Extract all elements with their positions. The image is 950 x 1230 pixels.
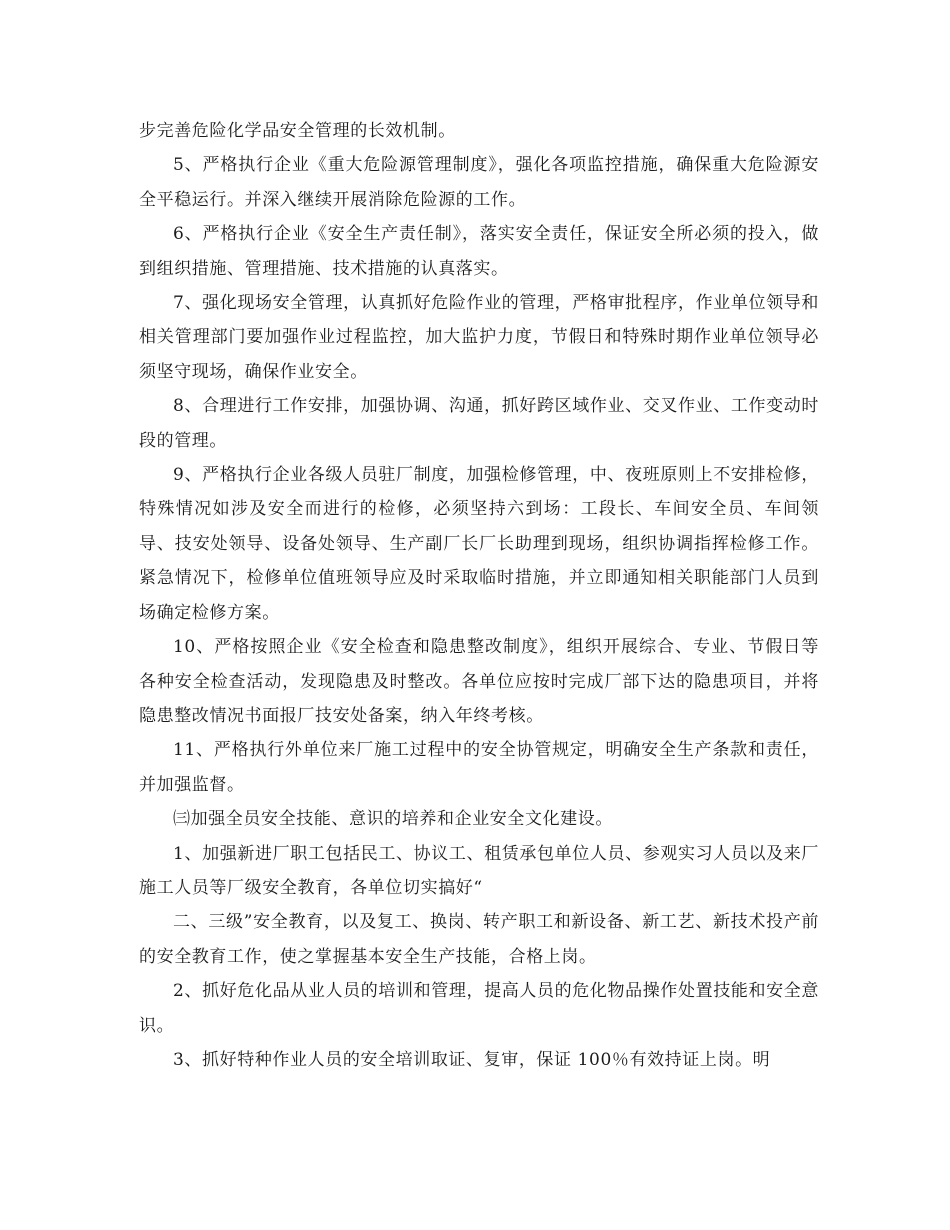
paragraph-training-2: 2、抓好危化品从业人员的培训和管理，提高人员的危化物品操作处置技能和安全意识。 — [139, 981, 819, 1036]
paragraph-item-10: 10、严格按照企业《安全检查和隐患整改制度》，组织开展综合、专业、节假日等各种安全检查活动，发现隐患及时整改。各单位应按时完成厂部下达的隐患项目，并将隐患整改情况书面报厂技安处备案，纳入年终考核。 — [139, 637, 819, 726]
document-body — [139, 114, 819, 1077]
paragraph-item-5: 5、严格执行企业《重大危险源管理制度》，强化各项监控措施，确保重大危险源安全平稳运行。并深入继续开展消除危险源的工作。 — [139, 155, 819, 210]
paragraph-item-9: 9、严格执行企业各级人员驻厂制度，加强检修管理，中、夜班原则上不安排检修，特殊情况如涉及安全而进行的检修，必须坚持六到场：工段长、车间安全员、车间领导、技安处领导、设备处领导、生产副厂长厂长助理到现场，组织协调指挥检修工作。紧急情况下，检修单位值班领导应及时采取临时措施，并立即通知相关职能部门人员到场确定检修方案。 — [139, 465, 819, 623]
paragraph-continuation: 步完善危险化学品安全管理的长效机制。 — [139, 121, 456, 141]
paragraph-item-6: 6、严格执行企业《安全生产责任制》，落实安全责任，保证安全所必须的投入，做到组织措施、管理措施、技术措施的认真落实。 — [139, 224, 819, 279]
paragraph-training-3: 3、抓好特种作业人员的安全培训取证、复审，保证 100％有效持证上岗。明 — [173, 1049, 771, 1070]
paragraph-training-1-cont: 二、三级”安全教育，以及复工、换岗、转产职工和新设备、新工艺、新技术投产前的安全教育工作，使之掌握基本安全生产技能，合格上岗。 — [139, 912, 819, 967]
section-heading-3: ㈢加强全员安全技能、意识的培养和企业安全文化建设。 — [173, 809, 613, 830]
paragraph-item-7: 7、强化现场安全管理，认真抓好危险作业的管理，严格审批程序，作业单位领导和相关管理部门要加强作业过程监控，加大监护力度，节假日和特殊时期作业单位领导必须坚守现场，确保作业安全。 — [139, 293, 819, 382]
paragraph-training-1: 1、加强新进厂职工包括民工、协议工、租赁承包单位人员、参观实习人员以及来厂施工人员等厂级安全教育，各单位切实搞好“ — [139, 843, 819, 898]
paragraph-item-8: 8、合理进行工作安排，加强协调、沟通，抓好跨区域作业、交叉作业、工作变动时段的管理。 — [139, 396, 819, 451]
paragraph-item-11: 11、严格执行外单位来厂施工过程中的安全协管规定，明确安全生产条款和责任，并加强监督。 — [139, 740, 819, 795]
